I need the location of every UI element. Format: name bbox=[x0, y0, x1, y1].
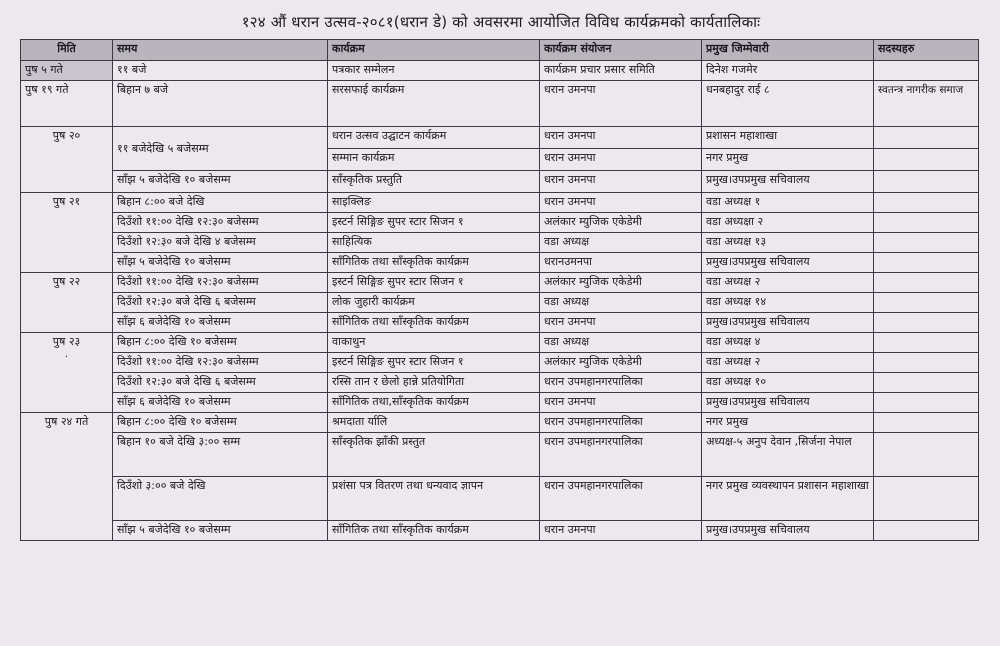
members-cell bbox=[874, 127, 979, 149]
time-cell: दिउँशो ११:०० देखि १२:३० बजेसम्म bbox=[113, 213, 328, 233]
date-cell: पुष १९ गते bbox=[21, 81, 113, 127]
program-cell: रस्सि तान र छेलो हान्ने प्रतियोगिता bbox=[328, 373, 540, 393]
coordination-cell: धरान उमनपा bbox=[540, 149, 702, 171]
table-row bbox=[21, 193, 979, 213]
coordination-cell: धरान उमनपा bbox=[540, 521, 702, 541]
members-cell bbox=[874, 253, 979, 273]
time-cell: दिउँशो १२:३० बजे देखि ६ बजेसम्म bbox=[113, 373, 328, 393]
responsibility-cell: वडा अध्यक्ष १० bbox=[702, 373, 874, 393]
coordination-cell: अलंकार म्युजिक एकेडेमी bbox=[540, 353, 702, 373]
responsibility-cell: प्रमुख।उपप्रमुख सचिवालय bbox=[702, 253, 874, 273]
date-cell bbox=[21, 333, 113, 413]
program-cell: साँस्कृतिक झाँकी प्रस्तुत bbox=[328, 433, 540, 477]
table-row bbox=[21, 233, 979, 253]
time-cell: बिहान ८:०० देखि १० बजेसम्म bbox=[113, 333, 328, 353]
responsibility-cell: दिनेश गजमेर bbox=[702, 61, 874, 81]
time-cell: दिउँशो १२:३० बजे देखि ६ बजेसम्म bbox=[113, 293, 328, 313]
coordination-cell: धरान उमनपा bbox=[540, 127, 702, 149]
members-cell bbox=[874, 333, 979, 353]
responsibility-cell: अध्यक्ष-५ अनुप देवान ,सिर्जना नेपाल bbox=[702, 433, 874, 477]
time-cell: साँझ ६ बजेदेखि १० बजेसम्म bbox=[113, 393, 328, 413]
program-cell: सम्मान कार्यक्रम bbox=[328, 149, 540, 171]
responsibility-cell: वडा अध्यक्ष ४ bbox=[702, 333, 874, 353]
table-row bbox=[21, 313, 979, 333]
coordination-cell: धरान उमनपा bbox=[540, 81, 702, 127]
coordination-cell: धरान उपमहानगरपालिका bbox=[540, 477, 702, 521]
responsibility-cell: नगर प्रमुख bbox=[702, 413, 874, 433]
date-cell: पुष ५ गते bbox=[21, 61, 113, 81]
members-cell bbox=[874, 149, 979, 171]
program-cell: धरान उत्सव उद्घाटन कार्यक्रम bbox=[328, 127, 540, 149]
program-cell: साँगितिक तथा साँस्कृतिक कार्यक्रम bbox=[328, 313, 540, 333]
members-cell bbox=[874, 213, 979, 233]
program-cell: साँगितिक तथा साँस्कृतिक कार्यक्रम bbox=[328, 253, 540, 273]
program-cell: इस्टर्न सिङ्गिङ सुपर स्टार सिजन १ bbox=[328, 273, 540, 293]
responsibility-cell: वडा अध्यक्ष २ bbox=[702, 353, 874, 373]
time-cell: बिहान ७ बजे bbox=[113, 81, 328, 127]
document-title: १२४ औं धरान उत्सव-२०८१(धरान डे) को अवसरमा आयोजित विविध कार्यक्रमको कार्यतालिकाः bbox=[241, 13, 761, 31]
members-cell bbox=[874, 293, 979, 313]
program-cell: साँस्कृतिक प्रस्तुति bbox=[328, 171, 540, 193]
program-cell: लोक जुहारी कार्यक्रम bbox=[328, 293, 540, 313]
members-cell bbox=[874, 273, 979, 293]
responsibility-cell: प्रशासन महाशाखा bbox=[702, 127, 874, 149]
time-cell: बिहान १० बजे देखि ३:०० सम्म bbox=[113, 433, 328, 477]
table-row bbox=[21, 353, 979, 373]
table-row bbox=[21, 253, 979, 273]
members-cell bbox=[874, 353, 979, 373]
members-cell bbox=[874, 393, 979, 413]
date-cell: पुष २२ bbox=[21, 273, 113, 333]
responsibility-cell: नगर प्रमुख व्यवस्थापन प्रशासन महाशाखा bbox=[702, 477, 874, 521]
time-cell: ११ बजेदेखि ५ बजेसम्म bbox=[113, 127, 328, 171]
program-cell: इस्टर्न सिङ्गिङ सुपर स्टार सिजन १ bbox=[328, 353, 540, 373]
members-cell bbox=[874, 193, 979, 213]
members-cell bbox=[874, 477, 979, 521]
program-cell: इस्टर्न सिङ्गिङ सुपर स्टार सिजन १ bbox=[328, 213, 540, 233]
time-cell: साँझ ५ बजेदेखि १० बजेसम्म bbox=[113, 521, 328, 541]
header-members: सदस्यहरु bbox=[874, 40, 979, 61]
responsibility-cell: वडा अध्यक्ष १३ bbox=[702, 233, 874, 253]
time-cell: बिहान ८:०० देखि १० बजेसम्म bbox=[113, 413, 328, 433]
responsibility-cell: नगर प्रमुख bbox=[702, 149, 874, 171]
program-cell: साइक्लिङ bbox=[328, 193, 540, 213]
time-cell: बिहान ८:०० बजे देखि bbox=[113, 193, 328, 213]
coordination-cell: अलंकार म्युजिक एकेडेमी bbox=[540, 273, 702, 293]
responsibility-cell: धनबहादुर राई ८ bbox=[702, 81, 874, 127]
table-row bbox=[21, 521, 979, 541]
table-row bbox=[21, 273, 979, 293]
coordination-cell: धरान उमनपा bbox=[540, 193, 702, 213]
responsibility-cell: प्रमुख।उपप्रमुख सचिवालय bbox=[702, 313, 874, 333]
table-row bbox=[21, 293, 979, 313]
program-cell: श्रमदाता र्यालि bbox=[328, 413, 540, 433]
header-responsibility: प्रमुख जिम्मेवारी bbox=[702, 40, 874, 61]
program-cell: साँगितिक तथा साँस्कृतिक कार्यक्रम bbox=[328, 521, 540, 541]
time-cell: साँझ ५ बजेदेखि १० बजेसम्म bbox=[113, 171, 328, 193]
date-cell: पुष २१ bbox=[21, 193, 113, 273]
coordination-cell: धरान उपमहानगरपालिका bbox=[540, 373, 702, 393]
program-cell: साहित्यिक bbox=[328, 233, 540, 253]
responsibility-cell: वडा अध्यक्ष १ bbox=[702, 193, 874, 213]
time-cell: साँझ ६ बजेदेखि १० बजेसम्म bbox=[113, 313, 328, 333]
table-row bbox=[21, 477, 979, 521]
table-row bbox=[21, 413, 979, 433]
coordination-cell: धरान उमनपा bbox=[540, 171, 702, 193]
members-cell bbox=[874, 61, 979, 81]
table-row bbox=[21, 333, 979, 353]
table-row bbox=[21, 61, 979, 81]
time-cell: दिउँशो ११:०० देखि १२:३० बजेसम्म bbox=[113, 353, 328, 373]
date-mark: . bbox=[64, 349, 69, 360]
members-cell bbox=[874, 233, 979, 253]
members-cell bbox=[874, 433, 979, 477]
program-cell: साँगितिक तथा,साँस्कृतिक कार्यक्रम bbox=[328, 393, 540, 413]
time-cell: ११ बजे bbox=[113, 61, 328, 81]
coordination-cell: धरान उपमहानगरपालिका bbox=[540, 433, 702, 477]
coordination-cell: धरान उपमहानगरपालिका bbox=[540, 413, 702, 433]
coordination-cell: धरान उमनपा bbox=[540, 313, 702, 333]
table-row bbox=[21, 393, 979, 413]
coordination-cell: अलंकार म्युजिक एकेडेमी bbox=[540, 213, 702, 233]
header-date: मिति bbox=[21, 40, 113, 61]
header-time: समय bbox=[113, 40, 328, 61]
coordination-cell: धरानउमनपा bbox=[540, 253, 702, 273]
date-label: पुष २३ bbox=[52, 335, 81, 348]
responsibility-cell: वडा अध्यक्ष २ bbox=[702, 273, 874, 293]
members-cell bbox=[874, 413, 979, 433]
coordination-cell: वडा अध्यक्ष bbox=[540, 233, 702, 253]
program-cell: पत्रकार सम्मेलन bbox=[328, 61, 540, 81]
program-cell: वाकाथुन bbox=[328, 333, 540, 353]
date-cell: पुष २० bbox=[21, 127, 113, 193]
table-row bbox=[21, 127, 979, 149]
time-cell: दिउँशो १२:३० बजे देखि ४ बजेसम्म bbox=[113, 233, 328, 253]
date-cell: पुष २४ गते bbox=[21, 413, 113, 541]
table-row bbox=[21, 373, 979, 393]
time-cell: दिउँशो ३:०० बजे देखि bbox=[113, 477, 328, 521]
table-row bbox=[21, 171, 979, 193]
program-cell: प्रशंसा पत्र वितरण तथा धन्यवाद ज्ञापन bbox=[328, 477, 540, 521]
responsibility-cell: प्रमुख।उपप्रमुख सचिवालय bbox=[702, 171, 874, 193]
header-program: कार्यक्रम bbox=[328, 40, 540, 61]
header-coordination: कार्यक्रम संयोजन bbox=[540, 40, 702, 61]
coordination-cell: वडा अध्यक्ष bbox=[540, 293, 702, 313]
responsibility-cell: प्रमुख।उपप्रमुख सचिवालय bbox=[702, 393, 874, 413]
members-cell bbox=[874, 373, 979, 393]
schedule-table bbox=[20, 39, 979, 541]
members-cell bbox=[874, 521, 979, 541]
coordination-cell: वडा अध्यक्ष bbox=[540, 333, 702, 353]
members-cell bbox=[874, 171, 979, 193]
table-row bbox=[21, 81, 979, 127]
members-cell bbox=[874, 313, 979, 333]
program-cell: सरसफाई कार्यक्रम bbox=[328, 81, 540, 127]
time-cell: दिउँशो ११:०० देखि १२:३० बजेसम्म bbox=[113, 273, 328, 293]
table-row bbox=[21, 433, 979, 477]
table-row bbox=[21, 213, 979, 233]
members-cell: स्वतन्त्र नागरीक समाज bbox=[874, 81, 979, 127]
time-cell: साँझ ५ बजेदेखि १० बजेसम्म bbox=[113, 253, 328, 273]
responsibility-cell: प्रमुख।उपप्रमुख सचिवालय bbox=[702, 521, 874, 541]
responsibility-cell: वडा अध्यक्षा २ bbox=[702, 213, 874, 233]
responsibility-cell: वडा अध्यक्ष १४ bbox=[702, 293, 874, 313]
coordination-cell: धरान उमनपा bbox=[540, 393, 702, 413]
table-header-row bbox=[21, 40, 979, 61]
coordination-cell: कार्यक्रम प्रचार प्रसार समिति bbox=[540, 61, 702, 81]
